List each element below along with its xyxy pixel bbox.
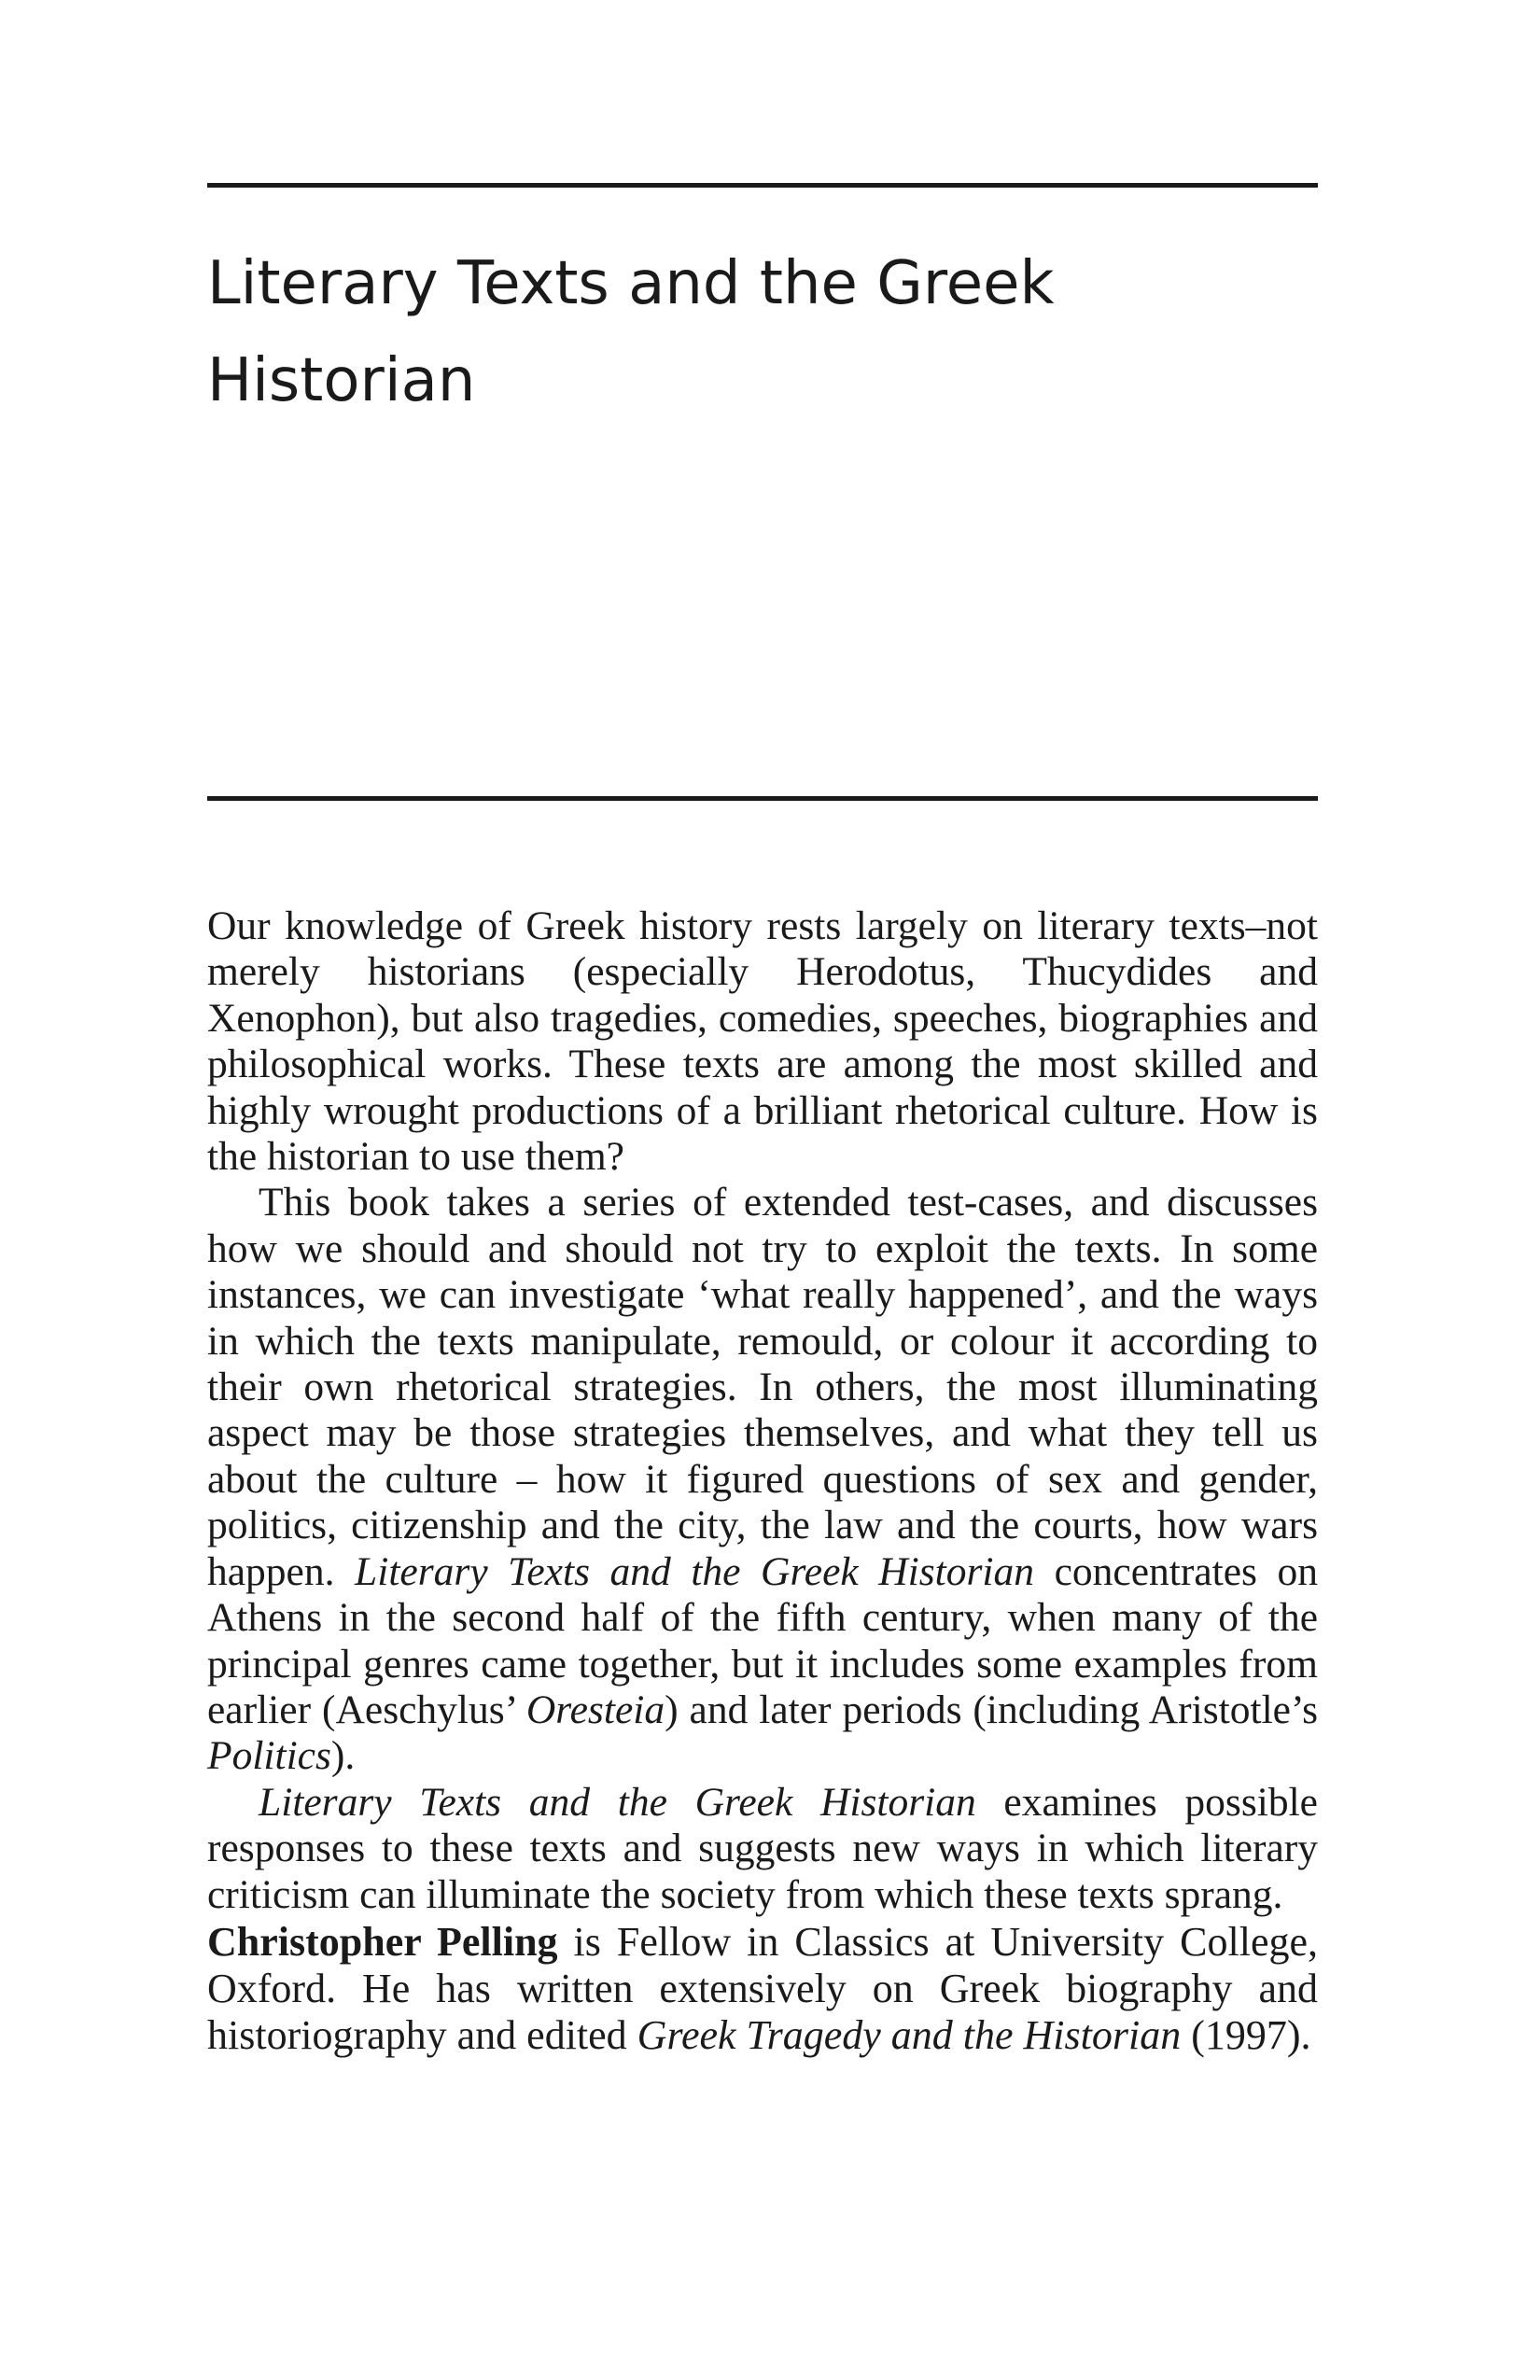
blurb-paragraph-3 [207, 1780, 1318, 1918]
blurb-paragraph-2-text-d: ). [330, 1733, 356, 1779]
bottom-rule [207, 796, 1318, 801]
author-bio-text-b: (1997). [1181, 2012, 1311, 2058]
author-name: Christopher Pelling [207, 1919, 558, 1965]
author-bio [207, 1919, 1318, 2059]
blurb-paragraph-2-work-oresteia: Oresteia [525, 1687, 665, 1732]
blurb [207, 903, 1318, 1918]
blurb-paragraph-2 [207, 1180, 1318, 1779]
blurb-paragraph-2-work-politics: Politics [207, 1733, 331, 1779]
blurb-paragraph-2-text-a: This book takes a series of extended test-cases, and discusses how we should and should not try to exploit the texts. In some instances, we can investigate ‘what really happened’, and the ways in which the texts manipulate, remould, or colour it according to their own rhetorical strategies. In others, the most illuminating aspect may be those strategies themselves, and what they tell us about the culture – how it figured questions of sex and gender, politics, citizenship and the city, the law and the courts, how wars happen. [207, 1180, 1318, 1594]
author-bio-text-a: is Fellow in Classics at University College, Oxford. He has written extensively on Greek biography and historiography and edited [207, 1919, 1318, 2058]
blurb-paragraph-3-book-title: Literary Texts and the Greek Historian [259, 1779, 976, 1825]
top-rule [207, 183, 1318, 188]
book-title [207, 235, 1318, 429]
author-bio-book-title: Greek Tragedy and the Historian [637, 2012, 1182, 2058]
blurb-paragraph-2-text-c: ) and later periods (including Aristotle’s [665, 1687, 1319, 1732]
book-title-line-1: Literary Texts and the Greek [207, 249, 1055, 318]
blurb-paragraph-1: Our knowledge of Greek history rests largely on literary texts–not merely historians (especially Herodotus, Thucydides and Xenophon), but also tragedies, comedies, speeches, biographies and philosophical works. These texts are among the most skilled and highly wrought productions of a brilliant rhetorical culture. How is the historian to use them? [207, 903, 1318, 1180]
blurb-paragraph-3-text: examines possible responses to these texts and suggests new ways in which literary criticism can illuminate the society from which these texts sprang. [207, 1779, 1318, 1917]
book-title-line-2: Historian [207, 346, 476, 415]
blurb-paragraph-2-book-title: Literary Texts and the Greek Historian [355, 1548, 1035, 1594]
blurb-paragraph-2-text-b: concentrates on Athens in the second half of the fifth century, when many of the principal genres came together, but it includes some examples from earlier (Aeschylus’ [207, 1548, 1318, 1732]
